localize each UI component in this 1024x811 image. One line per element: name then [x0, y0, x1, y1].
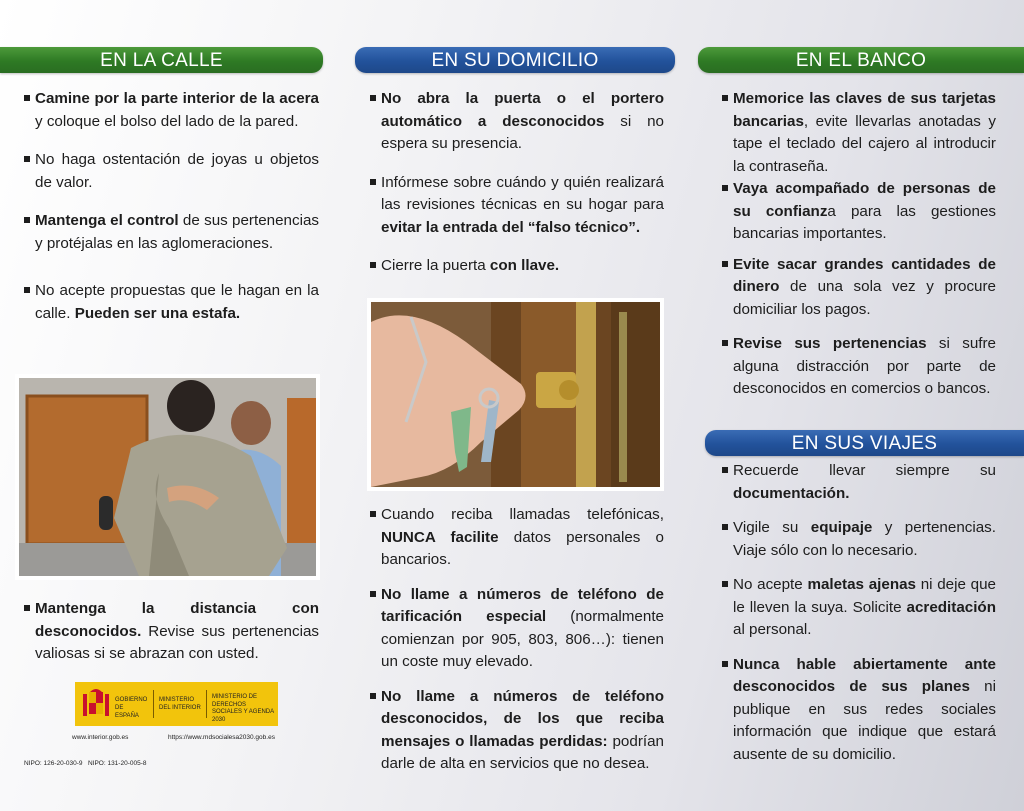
logo-gobierno-text: GOBIERNO DE ESPAÑA: [115, 697, 148, 719]
tip-camine: Camine por la parte interior de la acera y coloque el bolso del lado de la pared.: [24, 88, 319, 133]
logo-divider: [153, 690, 154, 718]
middle-column-bottom: [370, 504, 664, 776]
logo-divider: [206, 690, 207, 718]
right-column-viajes: [722, 460, 996, 766]
tip-revise: Revise sus pertenencias si sufre alguna distracción por parte de desconocidos en comercios o bancos.: [722, 333, 996, 401]
logo-derechos-text: MINISTERIO DE DERECHOS SOCIALES Y AGENDA 2030: [212, 694, 274, 723]
tip-llamadas: Cuando reciba llamadas telefónicas, NUNCA facilite datos personales o bancarios.: [370, 504, 664, 572]
nipo-codes: NIPO: 126-20-030-9 NIPO: 131-20-005-8: [24, 760, 147, 767]
keys-photo: [367, 298, 664, 491]
tip-tarificacion: No llame a números de teléfono de tarificación especial (normalmente comienzan por 905, 803, 806…): tienen un coste muy elevado.: [370, 584, 664, 674]
coat-of-arms-icon: [81, 686, 111, 722]
keys-illustration: [371, 302, 660, 487]
tip-planes: Nunca hable abiertamente ante desconocidos de sus planes ni publique en sus redes sociales información que indique que estará ausente de su domicilio.: [722, 654, 996, 767]
header-en-sus-viajes: EN SUS VIAJES: [705, 430, 1024, 456]
tip-maletas: No acepte maletas ajenas ni deje que le lleven la suya. Solicite acreditación al personal.: [722, 574, 996, 642]
header-en-su-domicilio: EN SU DOMICILIO: [355, 47, 675, 73]
tip-ostentacion: No haga ostentación de joyas u objetos de valor.: [24, 149, 319, 194]
tip-no-abra: No abra la puerta o el portero automático a desconocidos si no espera su presencia.: [370, 88, 664, 156]
tip-informese: Infórmese sobre cuándo y quién realizará las revisiones técnicas en su hogar para evitar la entrada del “falso técnico”.: [370, 172, 664, 240]
tip-acompanado: Vaya acompañado de personas de su confianza para las gestiones bancarias importantes.: [722, 178, 996, 246]
tip-evite-sacar: Evite sacar grandes cantidades de dinero de una sola vez y procure domiciliar los pagos.: [722, 254, 996, 322]
url-interior[interactable]: www.interior.gob.es: [72, 734, 129, 741]
left-column: [24, 88, 319, 325]
tip-memorice: Memorice las claves de sus tarjetas bancarias, evite llevarlas anotadas y tape el teclado del cajero al introducir la contraseña.: [722, 88, 996, 178]
hug-illustration: [19, 378, 316, 576]
hug-photo: [15, 374, 320, 580]
tip-equipaje: Vigile su equipaje y pertenencias. Viaje sólo con lo necesario.: [722, 517, 996, 562]
tip-desconocidos: No llame a números de teléfono desconocidos, de los que reciba mensajes o llamadas perdidas: podrían darle de alta en servicios que no desea.: [370, 686, 664, 776]
header-en-el-banco: EN EL BANCO: [698, 47, 1024, 73]
tip-distancia: Mantenga la distancia con desconocidos. Revise sus pertenencias valiosas si se abrazan con usted.: [24, 598, 319, 666]
left-column-bottom: [24, 598, 319, 666]
tip-propuestas: No acepte propuestas que le hagan en la calle. Pueden ser una estafa.: [24, 280, 319, 325]
tip-control: Mantenga el control de sus pertenencias y protéjalas en las aglomeraciones.: [24, 210, 319, 255]
right-column: [722, 88, 996, 401]
header-en-la-calle: EN LA CALLE: [0, 47, 323, 73]
tip-documentacion: Recuerde llevar siempre su documentación.: [722, 460, 996, 505]
url-derechos-sociales[interactable]: https://www.mdsocialesa2030.gob.es: [168, 734, 275, 741]
middle-column: [370, 88, 664, 278]
tip-cierre: Cierre la puerta con llave.: [370, 255, 664, 278]
logo-interior-text: MINISTERIO DEL INTERIOR: [159, 697, 201, 711]
government-logos: [75, 682, 278, 726]
